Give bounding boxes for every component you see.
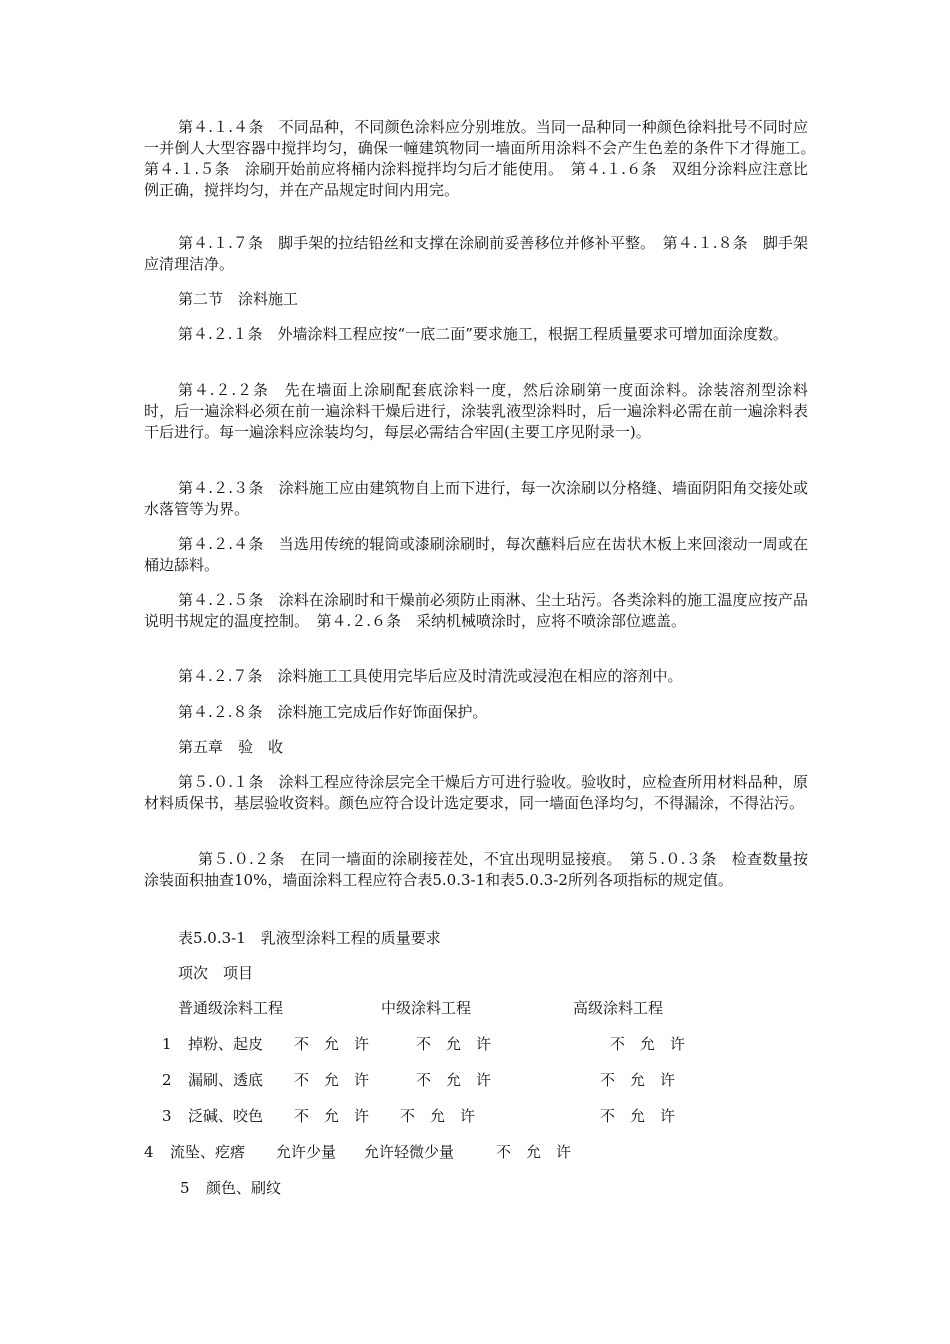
table-header-mid: 中级涂料工程 <box>381 999 472 1017</box>
paragraph-4-2-1: 第４.２.１条 外墙涂料工程应按“一底二面”要求施工，根据工程质量要求可增加面涂度数。 <box>178 325 788 343</box>
paragraph-4-1-7: 第４.１.７条 脚手架的拉结铅丝和支撑在涂刷前妥善移位并修补平整。 第４.１.８条 脚手架应清理洁净。 <box>144 234 808 273</box>
table-row-no: 5 <box>180 1179 190 1197</box>
paragraph-5-0-2: 第５.０.２条 在同一墙面的涂刷接茬处，不宜出现明显接痕。 第５.０.３条 检查数量按涂装面积抽查10%，墙面涂料工程应符合表5.0.3-1和表5.0.3-2所列各项指标的规定值。 <box>144 850 808 889</box>
table-row-item: 流坠、疙瘩 <box>170 1143 246 1161</box>
table-row-mid: 不 允 许 <box>400 1107 476 1125</box>
table-row-no: 3 <box>162 1107 172 1125</box>
table-row-mid: 允许轻微少量 <box>364 1143 455 1161</box>
paragraph-4-2-4: 第４.２.４条 当选用传统的辊筒或漆刷涂刷时，每次蘸料后应在齿状木板上来回滚动一周或在桶边舔料。 <box>144 535 808 574</box>
table-row-no: 1 <box>162 1035 172 1053</box>
table-row-high: 不 允 许 <box>610 1035 686 1053</box>
table-row-item: 泛碱、咬色 <box>188 1107 264 1125</box>
table-header-high: 高级涂料工程 <box>573 999 664 1017</box>
paragraph-4-2-3: 第４.２.３条 涂料施工应由建筑物自上而下进行，每一次涂刷以分格缝、墙面阴阳角交接处或水落管等为界。 <box>144 479 808 518</box>
table-row-high: 不 允 许 <box>600 1107 676 1125</box>
table-row-no: 2 <box>162 1071 172 1089</box>
table-row-mid: 不 允 许 <box>416 1035 492 1053</box>
paragraph-4-2-8: 第４.２.８条 涂料施工完成后作好饰面保护。 <box>178 703 488 721</box>
chapter-heading-5: 第五章 验 收 <box>178 738 284 756</box>
table-row-high: 不 允 许 <box>600 1071 676 1089</box>
table-title: 表5.0.3-1 乳液型涂料工程的质量要求 <box>178 929 441 947</box>
section-heading-2: 第二节 涂料施工 <box>178 290 299 308</box>
paragraph-4-1-4: 第４.１.４条 不同品种，不同颜色涂料应分别堆放。当同一品种同一种颜色徐料批号不同时应一并倒人大型容器中搅拌均匀，确保一幢建筑物同一墙面所用涂料不会产生色差的条件下才得施工。 第４.１.５条 涂刷开始前应将桶内涂料搅拌均匀后才能使用。 第４.１.６条 双组分涂料应注意比例正确，搅拌均匀，并在产品规定时间内用完。 <box>144 118 824 199</box>
table-header-normal: 普通级涂料工程 <box>178 999 284 1017</box>
table-row-normal: 不 允 许 <box>294 1035 370 1053</box>
table-row-item: 颜色、刷纹 <box>206 1179 282 1197</box>
table-row-no: 4 <box>144 1143 154 1161</box>
paragraph-4-2-5: 第４.２.５条 涂料在涂刷时和干燥前必须防止雨淋、尘土玷污。各类涂料的施工温度应按产品说明书规定的温度控制。 第４.２.６条 采纳机械喷涂时，应将不喷涂部位遮盖。 <box>144 591 808 630</box>
paragraph-5-0-1: 第５.０.１条 涂料工程应待涂层完全干燥后方可进行验收。验收时，应检查所用材料品种，原材料质保书，基层验收资料。颜色应符合设计选定要求，同一墙面色泽均匀，不得漏涂，不得沾污。 <box>144 773 808 812</box>
table-row-high: 不 允 许 <box>496 1143 572 1161</box>
table-header-item: 项次 项目 <box>178 964 254 982</box>
table-row-normal: 不 允 许 <box>294 1107 370 1125</box>
paragraph-4-2-2: 第４.２.２条 先在墙面上涂刷配套底涂料一度，然后涂刷第一度面涂料。涂装溶剂型涂料 时，后一遍涂料必须在前一遍涂料干燥后进行，涂装乳液型涂料时，后一遍涂料必需在前一遍涂料表干后进行。每一遍涂料应涂装均匀，每层必需结合牢固(主要工序见附录一)。 <box>144 381 824 441</box>
paragraph-4-2-7: 第４.２.７条 涂料施工工具使用完毕后应及时清洗或浸泡在相应的溶剂中。 <box>178 667 683 685</box>
table-row-normal: 不 允 许 <box>294 1071 370 1089</box>
table-row-item: 掉粉、起皮 <box>188 1035 264 1053</box>
table-row-item: 漏刷、透底 <box>188 1071 264 1089</box>
table-row-normal: 允许少量 <box>276 1143 337 1161</box>
table-row-mid: 不 允 许 <box>416 1071 492 1089</box>
